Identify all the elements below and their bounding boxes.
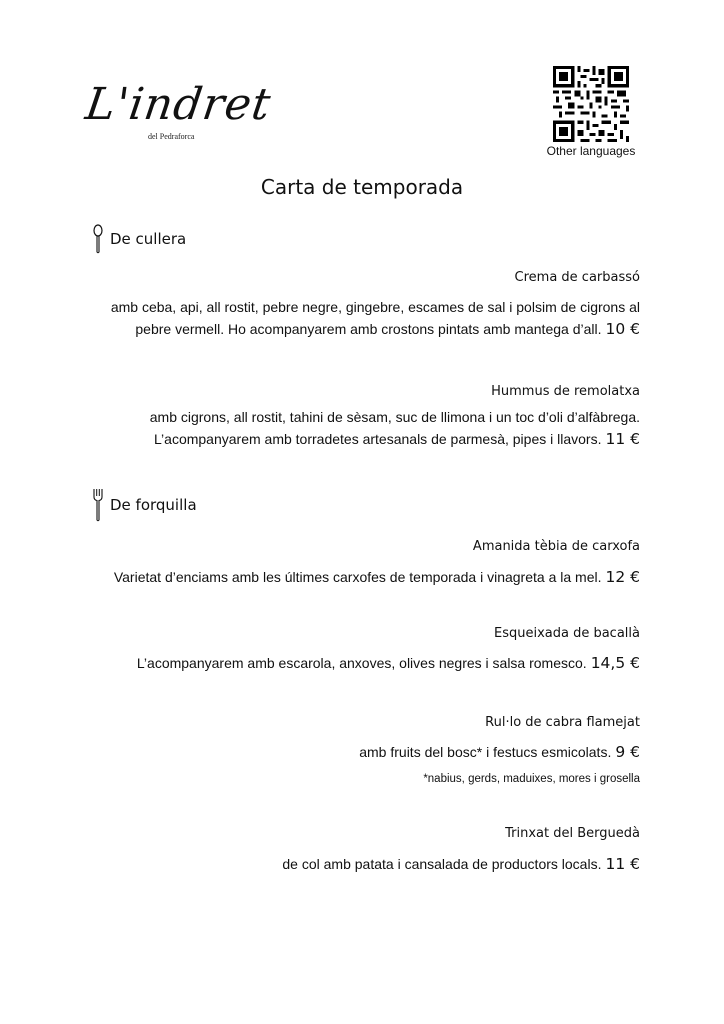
section-heading-de-cullera bbox=[92, 224, 186, 254]
qr-code-icon[interactable] bbox=[553, 66, 629, 142]
dish-price: 12 € bbox=[605, 568, 640, 586]
dish-description-line bbox=[282, 855, 640, 873]
spoon-icon bbox=[92, 224, 104, 254]
logo-subtitle: del Pedraforca bbox=[148, 132, 195, 141]
restaurant-logo bbox=[82, 79, 275, 150]
dish-price: 10 € bbox=[605, 320, 640, 338]
dish-description-text: L’acompanyarem amb escarola, anxoves, olives negres i salsa romesco. bbox=[136, 655, 587, 671]
fork-icon bbox=[92, 488, 104, 522]
dish-description-line bbox=[114, 568, 640, 586]
dish-price: 11 € bbox=[605, 855, 640, 873]
dish-name: Esqueixada de bacallà bbox=[493, 626, 640, 641]
dish-footnote: *nabius, gerds, maduixes, mores i grosella bbox=[423, 773, 640, 785]
dish-name: Crema de carbassó bbox=[514, 270, 640, 285]
section-label: De cullera bbox=[110, 230, 187, 248]
dish-description-text: amb fruits del bosc* i festucs esmicolats. bbox=[359, 744, 612, 760]
dish-name: Hummus de remolatxa bbox=[491, 384, 640, 399]
dish-price: 14,5 € bbox=[590, 654, 640, 672]
dish-price: 11 € bbox=[605, 430, 640, 448]
dish-description-line bbox=[154, 430, 640, 448]
logo-script: L'indret bbox=[82, 79, 275, 130]
dish-description-line bbox=[359, 743, 640, 761]
dish-name: Amanida tèbia de carxofa bbox=[472, 539, 640, 554]
section-heading-de-forquilla bbox=[92, 490, 197, 520]
dish-name: Rul·lo de cabra flamejat bbox=[485, 715, 640, 730]
dish-description-text: pebre vermell. Ho acompanyarem amb crostons pintats amb mantega d’all. bbox=[135, 321, 602, 337]
page-title: Carta de temporada bbox=[260, 175, 464, 199]
dish-description-text: L’acompanyarem amb torradetes artesanals de parmesà, pipes i llavors. bbox=[154, 431, 602, 447]
dish-name: Trinxat del Berguedà bbox=[505, 826, 640, 841]
section-label: De forquilla bbox=[110, 496, 197, 514]
qr-caption: Other languages bbox=[546, 144, 636, 158]
dish-description-line bbox=[137, 654, 640, 672]
dish-description-line: amb ceba, api, all rostit, pebre negre, gingebre, escames de sal i polsim de cigrons al bbox=[110, 299, 640, 315]
dish-description-text: Varietat d’enciams amb les últimes carxofes de temporada i vinagreta a la mel. bbox=[113, 569, 602, 585]
dish-description-line bbox=[135, 320, 640, 338]
dish-description-line: amb cigrons, all rostit, tahini de sèsam, suc de llimona i un toc d’oli d’alfàbrega. bbox=[149, 409, 640, 425]
dish-description-text: de col amb patata i cansalada de productors locals. bbox=[282, 856, 602, 872]
dish-price: 9 € bbox=[615, 743, 640, 761]
